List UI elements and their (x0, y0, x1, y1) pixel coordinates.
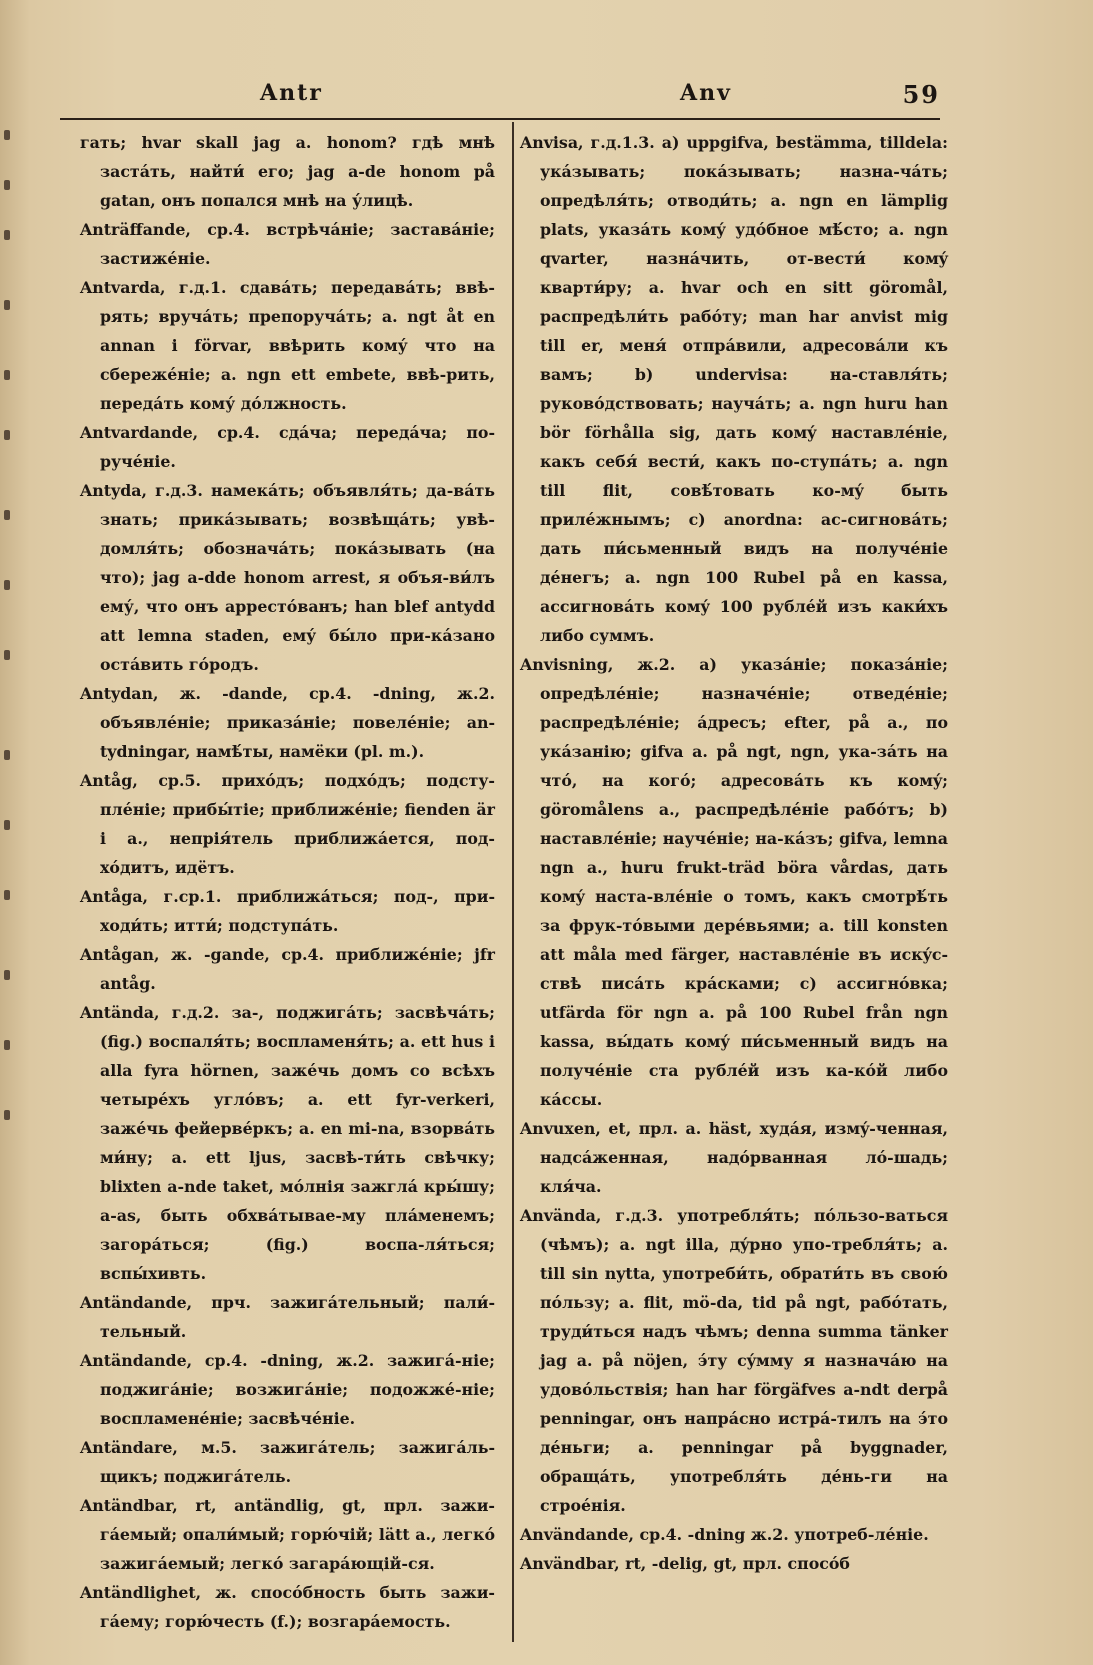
left-column (80, 128, 495, 1636)
margin-marks (0, 130, 14, 1130)
dictionary-entry: Antändande, прч. зажигáтельный; пали́-тельный. (80, 1293, 495, 1341)
header-rule (60, 118, 940, 120)
dictionary-entry: Anvuxen, et, прл. a. häst, худáя, измý-ченная, надсáженная, надóрванная лó-шадь; кля́ча. (520, 1119, 948, 1196)
dictionary-entry: Anvisa, г.д.1.3. a) uppgifva, bestämma, tilldela: укáзывать; покáзывать; назна-чáть; опредѣля́ть; отводи́ть; a. ngn en lämplig plats, указáть комý удóбное мѣ́сто; a. ngn qvarter, назнáчить, от-вести́ комý кварти́ру; a. hvar och en sitt göromål, распредѣли́ть рабóту; man har anvist mig till er, меня́ отпрáвили, адресовáли къ вамъ; b) undervisa: на-ставля́ть; руковóдствовать; научáть; a. ngn huru han bör förhålla sig, дать комý наставлéніе, какъ себя́ вести́, какъ по-ступáть; a. ngn till flit, совѣ́товать ко-мý быть прилéжнымъ; c) anordna: ас-сигновáть; дать пи́сьменный видъ на получéніе дéнегъ; a. ngn 100 Rubel på en kassa, ассигновáть комý 100 рублéй изъ каки́хъ либо суммъ. (520, 133, 948, 645)
right-column (520, 128, 948, 1578)
column-divider (512, 122, 514, 1642)
dictionary-entry: Antändlighet, ж. спосóбность быть зажи-гáему; горю́честь (f.); возгарáемость. (80, 1583, 495, 1631)
header-right-guideword: Anv (680, 80, 732, 106)
dictionary-entry: Anvisning, ж.2. a) указáніе; показáніе; опредѣлéніе; назначéніе; отведéніе; распредѣлéніе; áдресъ; efter, på a., по укáзанію; gifva a. på ngt, ngn, ука-зáть на что́, на когó; адресовáть къ комý; göromålens a., распредѣлéніе рабóтъ; b) наставлéніе; научéніе; на-кáзъ; gifva, lemna ngn a., huru frukt-träd böra vårdas, дать комý наста-влéніе о томъ, какъ смотрѣ́ть за фрук-тóвыми дерéвьями; a. till konsten att måla med färger, наставлéніе въ искýс-ствѣ писáть крáсками; c) ассигнóвка; utfärda för ngn a. på 100 Rubel från ngn kassa, вы́дать комý пи́сьменный видъ на получéніе ста рублéй изъ ка-кóй либо кáссы. (520, 655, 948, 1109)
header-left-guideword: Antr (260, 80, 323, 106)
dictionary-entry: Anträffande, ср.4. встрѣча́ніе; застава́ніе; застиже́ніе. (80, 220, 495, 268)
page-header (80, 80, 940, 120)
dictionary-entry: Antåga, г.ср.1. приближáться; под-, при-ходи́ть; итти́; подступáть. (80, 887, 495, 935)
dictionary-entry: Antvarda, г.д.1. сдавáть; передавáть; ввѣ-рять; вручáть; препоручáть; a. ngt åt en annan i förvar, ввѣрить кому́ что на сбереже́ніе; a. ngn ett embete, ввѣ-рить, передáть кому́ до́лжность. (80, 278, 495, 413)
dictionary-entry: гать; hvar skall jag a. honom? гдѣ мнѣ застáть, найти́ его; jag a-de honom på gatan, онъ попался мнѣ на у́лицѣ. (80, 133, 495, 210)
dictionary-entry: Antändare, м.5. зажигáтель; зажигáль-щикъ; поджигáтель. (80, 1438, 495, 1486)
dictionary-entry: Använda, г.д.3. употребля́ть; пóльзо-ваться (чѣмъ); a. ngt illa, дýрно упо-требля́ть; a. till sin nytta, употреби́ть, обрати́ть въ свою́ пóльзу; a. flit, mö-da, tid på ngt, рабóтать, труди́ться надъ чѣмъ; denna summa tänker jag a. på nöjen, э́ту сýмму я назначáю на удовóльствія; han har förgäfves a-ndt derpå penningar, онъ напрáсно истрá-тилъ на э́то дéньги; a. penningar på byggnader, обращáть, употребля́ть дéнь-ги на строéнія. (520, 1206, 948, 1515)
dictionary-entry: Antydan, ж. -dande, ср.4. -dning, ж.2. объявле́ніе; приказа́ніе; повеле́ніе; an-tydningar, намѣ́ты, намёки (pl. m.). (80, 684, 495, 761)
page-number: 59 (902, 80, 940, 109)
dictionary-entry: Antändbar, rt, antändlig, gt, прл. зажи-гáемый; опали́мый; горю́чій; lätt a., легкó зажигáемый; легкó загарáющій-ся. (80, 1496, 495, 1573)
dictionary-entry: Antyda, г.д.3. намекáть; объявля́ть; да-вáть знать; прикáзывать; возвѣщáть; увѣ-домля́ть; обозначáть; покáзывать (на что); jag a-dde honom arrest, я объя-ви́лъ ему́, что онъ арресто́ванъ; han blef antydd att lemna staden, ему́ бы́ло при-ка́зано оста́вить го́родъ. (80, 481, 495, 674)
dictionary-entry: Antändande, ср.4. -dning, ж.2. зажигá-ніе; поджигáніе; возжигáніе; подожжé-ніе; воспламенéніе; засвѣчéніе. (80, 1351, 495, 1428)
dictionary-entry: Användande, ср.4. -dning ж.2. употреб-лéніе. (520, 1525, 929, 1544)
dictionary-entry: Antåg, ср.5. прихо́дъ; подхо́дъ; подсту-пле́ніе; прибы́тіе; приближе́ніе; fienden är i a., непрія́тель приближа́ется, под-хо́дитъ, идётъ. (80, 771, 495, 877)
dictionary-entry: Användbar, rt, -delig, gt, прл. спосóб (520, 1554, 850, 1573)
dictionary-entry: Antända, г.д.2. за-, поджигáть; засвѣчáть; (fig.) воспаля́ть; воспламеня́ть; a. ett hus i alla fyra hörnen, зажéчь домъ со всѣхъ четырéхъ углóвъ; a. ett fyr-verkeri, зажéчь фейервéркъ; a. en mi-na, взорвáть ми́ну; a. ett ljus, засвѣ-ти́ть свѣчку; blixten a-nde taket, мóлнія зажглá кры́шу; a-as, быть обхвáтывае-му плáменемъ; загорáться; (fig.) воспа-ля́ться; вспы́хивть. (80, 1003, 495, 1283)
dictionary-entry: Antågan, ж. -gande, ср.4. приближе́ніе; jfr antåg. (80, 945, 495, 993)
dictionary-entry: Antvardande, ср.4. сда́ча; переда́ча; по-руче́ніе. (80, 423, 495, 471)
